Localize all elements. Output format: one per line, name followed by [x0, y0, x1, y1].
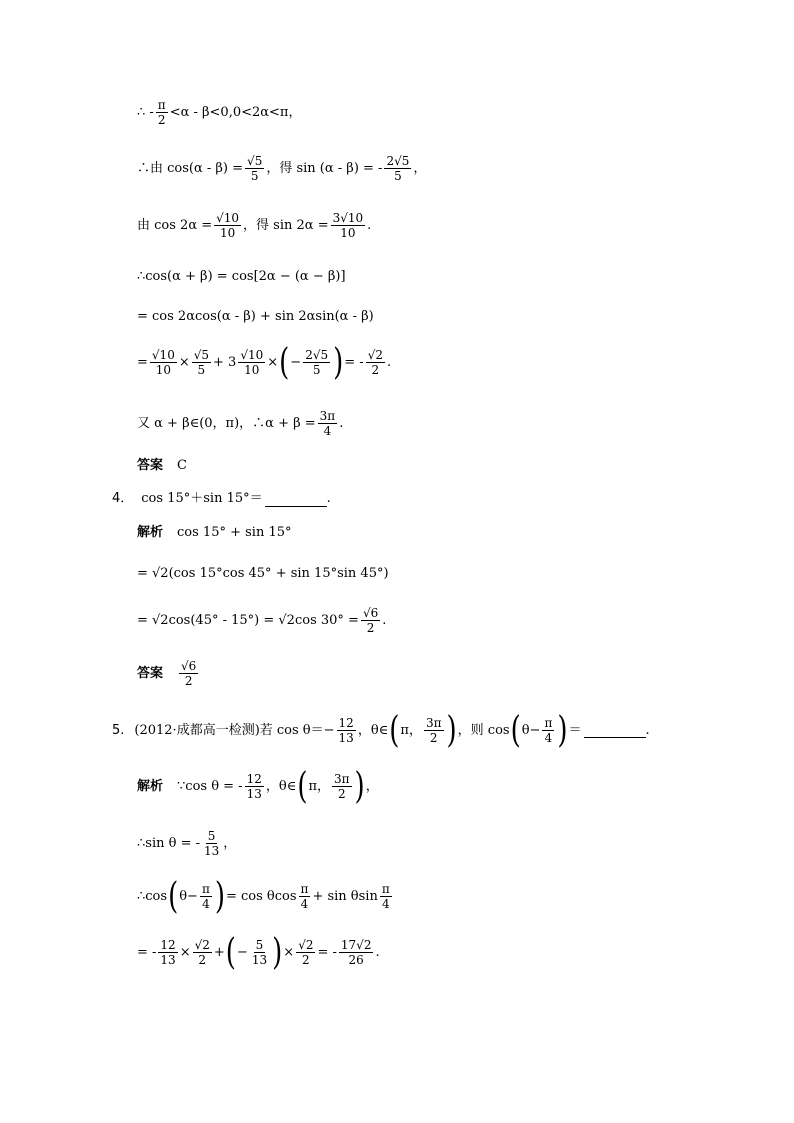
denominator: 5 [312, 363, 321, 377]
text: π， [308, 778, 331, 794]
text: 又 α + β∈(0，π)，∴α + β = [137, 415, 316, 431]
fraction [296, 938, 315, 967]
text: + [213, 944, 225, 960]
text: − [290, 354, 302, 370]
numerator: √2 [367, 348, 383, 362]
text: ，得 sin 2α = [243, 217, 329, 233]
right-paren: ) [214, 875, 225, 918]
answer-label: 答案 [137, 665, 164, 681]
denominator: 2 [184, 674, 193, 688]
denominator: 13 [203, 844, 220, 858]
numerator: 12 [160, 938, 176, 952]
text: ，θ∈ [265, 778, 297, 794]
fraction [179, 659, 198, 688]
text: ， [413, 160, 427, 176]
line-cos-sum [137, 268, 346, 286]
text: π， [400, 722, 422, 738]
denominator: 2 [337, 787, 346, 801]
numerator: 5 [255, 938, 264, 952]
text: − [236, 944, 248, 960]
numerator: π [544, 716, 553, 730]
text: 由 cos 2α = [137, 217, 213, 233]
right-paren: ) [446, 709, 457, 752]
text: = cos θcos [226, 888, 297, 904]
text: ， [223, 835, 237, 851]
denominator: 2 [371, 363, 380, 377]
question-number: 5. [112, 722, 125, 738]
line-inequality [137, 98, 301, 127]
numerator: √6 [181, 659, 197, 673]
fraction [156, 98, 168, 127]
text: = - [344, 354, 364, 370]
line-q5-sin [137, 829, 236, 858]
numerator: √5 [193, 348, 210, 362]
denominator: 2 [198, 953, 207, 967]
denominator: 2 [366, 621, 375, 635]
numerator: 2√5 [386, 154, 410, 168]
denominator: 13 [160, 953, 176, 967]
fraction [150, 348, 177, 377]
fraction [299, 882, 311, 911]
text: + sin θsin [312, 888, 378, 904]
numerator: √10 [240, 348, 264, 362]
question-text: cos 15°＋sin 15°＝ [141, 491, 263, 506]
text: ，则 cos [457, 722, 510, 738]
fraction [214, 211, 241, 240]
text: = cos 2αcos(α - β) + sin 2αsin(α - β) [137, 309, 374, 324]
text: θ− [179, 888, 198, 904]
denominator: 5 [394, 169, 402, 183]
fraction [424, 716, 444, 745]
numerator: π [381, 882, 390, 896]
text: ＝ [568, 722, 582, 738]
line-cos-diff [137, 154, 426, 183]
text: ，得 sin (α - β) = - [266, 160, 383, 176]
line-q4-step2 [137, 606, 386, 635]
denominator: 13 [246, 787, 262, 801]
denominator: 13 [338, 731, 354, 745]
left-paren: ( [168, 875, 179, 918]
denominator: 10 [219, 226, 236, 240]
left-paren: ( [225, 931, 236, 974]
fraction [158, 938, 177, 967]
text: ∴cos [137, 888, 168, 904]
text: <α - β<0,0<2α<π， [169, 104, 302, 120]
numerator: √2 [298, 938, 314, 952]
answer-blank [265, 492, 327, 507]
numerator: π [157, 98, 166, 112]
fraction [366, 348, 385, 377]
fraction [245, 772, 264, 801]
line-compute [137, 341, 392, 384]
numerator: √2 [194, 938, 210, 952]
numerator: π [300, 882, 309, 896]
numerator: 17√2 [340, 938, 372, 952]
question-4 [112, 490, 331, 508]
denominator: 10 [244, 363, 260, 377]
text: + 3 [213, 354, 237, 370]
denominator: 5 [250, 169, 259, 183]
text: ， [365, 778, 379, 794]
numerator: √5 [247, 154, 263, 168]
text: θ− [521, 722, 541, 738]
numerator: √10 [216, 211, 240, 225]
fraction [303, 348, 330, 377]
line-expand [137, 308, 374, 326]
text: = - [317, 944, 337, 960]
question-text: (2012·成都高一检测)若 cos θ＝− [134, 722, 335, 738]
fraction [384, 154, 411, 183]
fraction [250, 938, 269, 967]
text: ∴cos(α + β) = cos[2α − (α − β)] [137, 269, 346, 284]
text: ∴ - [137, 104, 154, 120]
denominator: 4 [300, 897, 309, 911]
question-5 [112, 709, 650, 752]
answer-value: C [177, 458, 187, 473]
line-conclusion [137, 409, 343, 438]
fraction [245, 154, 264, 183]
fraction [202, 829, 221, 858]
analysis-5 [137, 765, 379, 808]
analysis-label: 解析 [137, 778, 164, 794]
fraction [380, 882, 392, 911]
right-paren: ) [272, 931, 283, 974]
line-q5-result [137, 931, 380, 974]
text: ∴由 cos(α - β) = [137, 160, 244, 176]
text: × [267, 354, 279, 370]
denominator: 4 [202, 897, 210, 911]
right-paren: ) [333, 341, 344, 384]
numerator: 3√10 [332, 211, 364, 225]
numerator: 3π [319, 409, 336, 423]
numerator: 12 [246, 772, 262, 786]
line-q5-expand [137, 875, 394, 918]
left-paren: ( [279, 341, 290, 384]
numerator: 5 [207, 829, 216, 843]
text: cos 15° + sin 15° [177, 525, 292, 540]
numerator: √10 [151, 348, 175, 362]
denominator: 2 [429, 731, 438, 745]
text: = √2cos(45° - 15°) = √2cos 30° = [137, 612, 359, 628]
text: . [375, 944, 380, 960]
answer-4 [137, 659, 200, 688]
denominator: 2 [157, 113, 166, 127]
fraction [361, 606, 380, 635]
fraction [337, 716, 356, 745]
text: = - [137, 944, 157, 960]
text: . [382, 612, 387, 628]
denominator: 10 [340, 226, 356, 240]
fraction [332, 772, 352, 801]
fraction [542, 716, 554, 745]
denominator: 10 [155, 363, 171, 377]
line-cos-2a [137, 211, 371, 240]
left-paren: ( [510, 709, 521, 752]
text: × [179, 944, 191, 960]
analysis-4 [137, 524, 292, 542]
denominator: 26 [348, 953, 364, 967]
text: × [283, 944, 295, 960]
numerator: √6 [362, 606, 379, 620]
numerator: π [201, 882, 210, 896]
right-paren: ) [354, 765, 365, 808]
analysis-label: 解析 [137, 525, 164, 540]
text: = [137, 354, 148, 370]
fraction [238, 348, 265, 377]
line-q4-step1 [137, 565, 389, 583]
right-paren: ) [557, 709, 568, 752]
numerator: 2√5 [305, 348, 329, 362]
fraction [331, 211, 366, 240]
denominator: 4 [323, 424, 332, 438]
text: . [386, 354, 392, 370]
text: × [178, 354, 190, 370]
left-paren: ( [389, 709, 400, 752]
text: . [326, 491, 331, 506]
fraction [318, 409, 338, 438]
question-number: 4． [112, 491, 134, 506]
text: . [339, 415, 344, 431]
answer-label: 答案 [137, 458, 164, 473]
text: ∵cos θ = - [177, 778, 243, 794]
text: ∴sin θ = - [137, 835, 200, 851]
fraction [193, 938, 212, 967]
denominator: 4 [381, 897, 390, 911]
denominator: 5 [197, 363, 206, 377]
answer-3 [137, 457, 187, 475]
text: = √2(cos 15°cos 45° + sin 15°sin 45°) [137, 566, 389, 581]
numerator: 3π [334, 772, 350, 786]
denominator: 4 [544, 731, 553, 745]
denominator: 13 [251, 953, 268, 967]
fraction [339, 938, 374, 967]
text: . [367, 217, 372, 233]
text: . [645, 722, 650, 738]
fraction [200, 882, 212, 911]
text: ，θ∈ [357, 722, 389, 738]
answer-blank [584, 723, 646, 738]
fraction [192, 348, 211, 377]
denominator: 2 [302, 953, 310, 967]
numerator: 3π [425, 716, 442, 730]
left-paren: ( [297, 765, 308, 808]
numerator: 12 [338, 716, 354, 730]
